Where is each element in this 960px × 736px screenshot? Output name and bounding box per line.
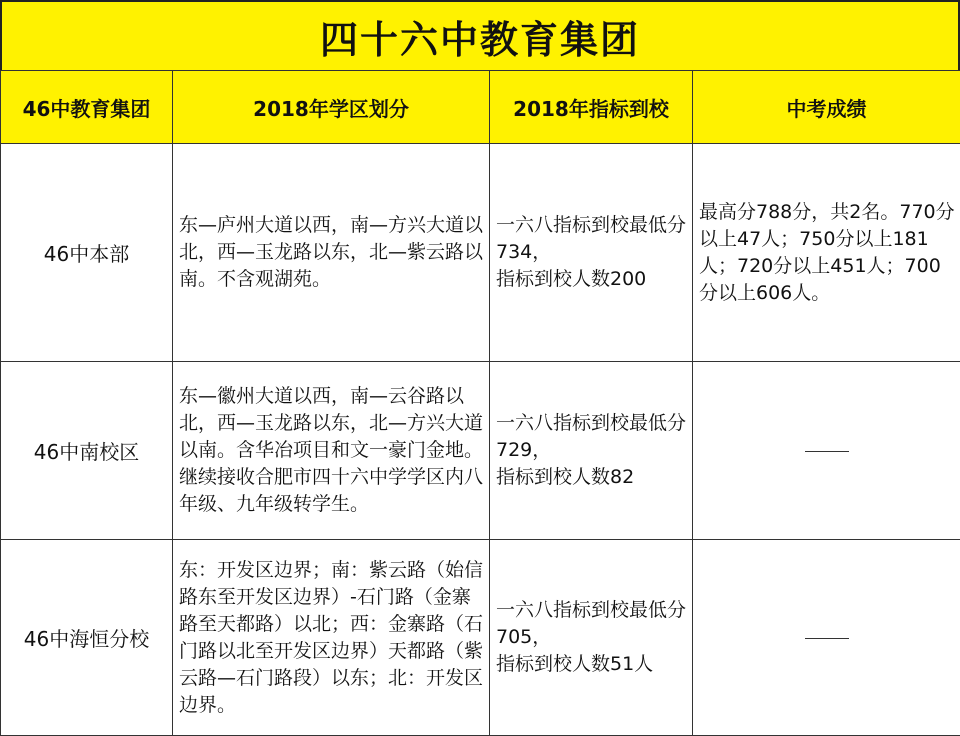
page-title: 四十六中教育集团	[0, 0, 960, 72]
header-result: 中考成绩	[693, 71, 960, 144]
table-row	[1, 362, 960, 540]
district-cell: 东—徽州大道以西，南—云谷路以北，西—玉龙路以东，北—方兴大道以南。含华冶项目和文一豪门金地。继续接收合肥市四十六中学学区内八年级、九年级转学生。	[173, 362, 490, 540]
quota-cell: 一六八指标到校最低分729， 指标到校人数82	[490, 362, 693, 540]
district-table	[0, 70, 960, 736]
table-row	[1, 540, 960, 736]
campus-name: 46中本部	[1, 144, 173, 362]
result-cell	[693, 540, 960, 736]
quota-cell: 一六八指标到校最低分705， 指标到校人数51人	[490, 540, 693, 736]
dash-mark	[805, 451, 849, 452]
header-quota: 2018年指标到校	[490, 71, 693, 144]
header-district: 2018年学区划分	[173, 71, 490, 144]
campus-name: 46中海恒分校	[1, 540, 173, 736]
dash-mark	[805, 638, 849, 639]
campus-name: 46中南校区	[1, 362, 173, 540]
result-cell: 最高分788分，共2名。770分以上47人；750分以上181人；720分以上451人；700分以上606人。	[693, 144, 960, 362]
table-header-row	[1, 71, 960, 144]
table-row	[1, 144, 960, 362]
quota-cell: 一六八指标到校最低分734， 指标到校人数200	[490, 144, 693, 362]
district-cell: 东：开发区边界；南：紫云路（始信路东至开发区边界）-石门路（金寨路至天都路）以北；西：金寨路（石门路以北至开发区边界）天都路（紫云路—石门路段）以东；北：开发区边界。	[173, 540, 490, 736]
district-cell: 东—庐州大道以西，南—方兴大道以北，西—玉龙路以东，北—紫云路以南。不含观湖苑。	[173, 144, 490, 362]
result-cell	[693, 362, 960, 540]
header-group: 46中教育集团	[1, 71, 173, 144]
